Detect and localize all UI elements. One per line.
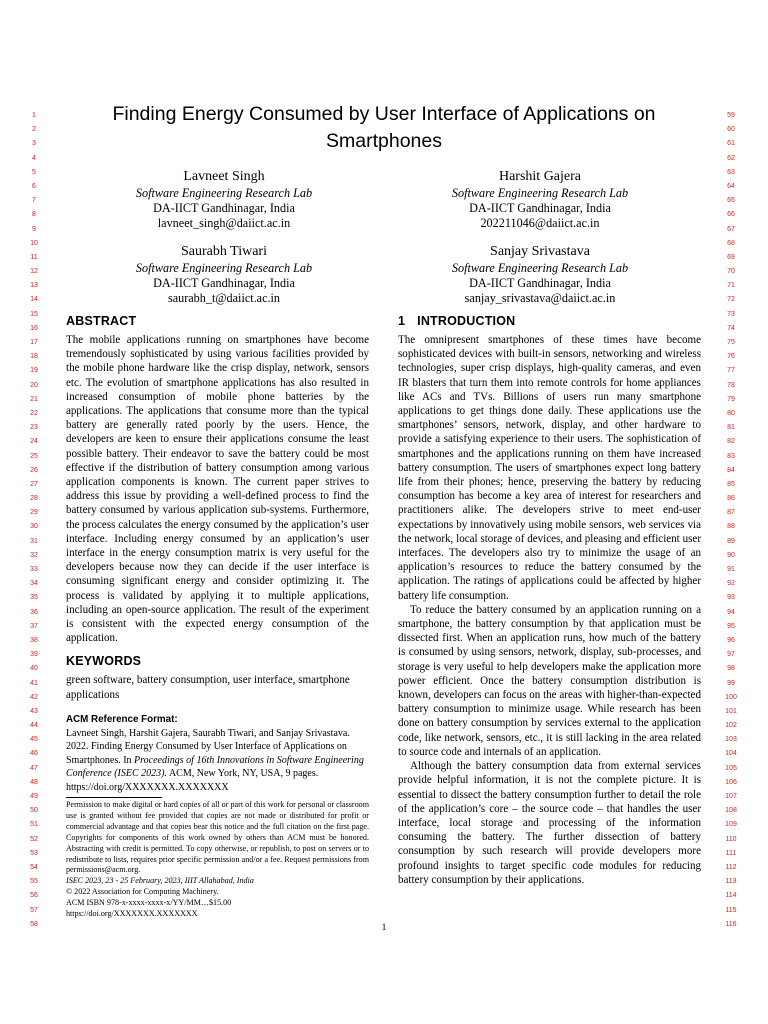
copyright-notice: © 2022 Association for Computing Machinery. [66, 887, 219, 897]
line-number: 5 [32, 168, 36, 176]
line-number: 16 [30, 324, 38, 332]
line-number: 73 [727, 310, 735, 318]
author-block-3 [74, 242, 374, 306]
page-number: 1 [381, 923, 387, 933]
author-email: sanjay_srivastava@daiict.ac.in [464, 291, 616, 305]
line-number: 92 [727, 580, 735, 588]
line-number: 42 [30, 693, 38, 701]
line-number: 35 [30, 594, 38, 602]
line-number: 84 [727, 466, 735, 474]
author-affiliation: Software Engineering Research Lab [451, 186, 629, 200]
line-number: 34 [30, 580, 38, 588]
line-number: 2 [32, 126, 36, 134]
line-number: 58 [30, 920, 38, 928]
line-number: 113 [725, 878, 737, 886]
line-number: 38 [30, 636, 38, 644]
line-number: 70 [727, 268, 735, 276]
line-number: 77 [727, 367, 735, 375]
line-number: 93 [727, 594, 735, 602]
section-number: 1 [398, 314, 406, 328]
line-number: 17 [30, 339, 38, 346]
line-number: 56 [30, 892, 38, 900]
line-number: 55 [30, 878, 38, 886]
line-number: 23 [30, 424, 38, 432]
line-numbers-right [719, 109, 743, 932]
acm-reference-venue: Proceedings of 16th Innovations in Software Engineering Conference (ISEC 2023). [66, 754, 364, 780]
line-number: 28 [30, 495, 38, 503]
line-number: 111 [725, 849, 737, 857]
line-number: 15 [30, 310, 38, 318]
line-number: 88 [727, 523, 735, 531]
line-number: 48 [30, 778, 38, 786]
keywords-heading: KEYWORDS [66, 654, 142, 669]
line-number: 80 [727, 409, 735, 417]
line-number: 100 [725, 693, 737, 701]
author-affiliation: Software Engineering Research Lab [451, 261, 629, 275]
line-number: 46 [30, 750, 38, 758]
line-number: 41 [30, 679, 38, 687]
author-email: lavneet_singh@daiict.ac.in [157, 216, 291, 230]
paper-title: Finding Energy Consumed by User Interface of Applications on Smartphones [112, 103, 656, 152]
line-number: 75 [727, 339, 735, 346]
acm-reference [66, 727, 369, 794]
line-number: 1 [32, 112, 36, 119]
line-number: 40 [30, 665, 38, 673]
line-number: 51 [30, 821, 38, 829]
line-number: 52 [30, 835, 38, 843]
line-number: 67 [727, 225, 735, 233]
line-number: 109 [725, 821, 737, 829]
line-number: 72 [727, 296, 735, 304]
line-number: 116 [725, 920, 737, 928]
line-number: 25 [30, 452, 38, 460]
line-number: 27 [30, 480, 38, 488]
line-number: 37 [30, 622, 38, 630]
line-number: 57 [30, 906, 38, 914]
line-number: 7 [32, 197, 36, 205]
line-number: 8 [32, 211, 36, 219]
line-number: 85 [727, 480, 735, 488]
line-number: 78 [727, 381, 735, 389]
line-number: 66 [727, 211, 735, 219]
line-number: 50 [30, 807, 38, 815]
line-number: 53 [30, 849, 38, 857]
author-location: DA-IICT Gandhinagar, India [469, 201, 611, 215]
isbn: ACM ISBN 978-x-xxxx-xxxx-x/YY/MM…$15.00 [66, 898, 232, 908]
author-email: 202211046@daiict.ac.in [480, 216, 600, 230]
line-number: 74 [727, 324, 735, 332]
line-number: 19 [30, 367, 38, 375]
line-number: 9 [32, 225, 36, 233]
line-number: 81 [727, 424, 735, 432]
line-number: 104 [725, 750, 737, 758]
acm-reference-heading: ACM Reference Format: [66, 713, 178, 725]
line-number: 98 [727, 665, 735, 673]
line-number: 39 [30, 651, 38, 659]
intro-paragraph-1: The omnipresent smartphones of these times have become sophisticated devices with built-in sensors, networking and wireless technologies, super crisp displays, high-quality cameras, and even IR blasters that turn them into remote controls for home appliances like ACs and TVs. Billions of users run many smartphone applications to get things done daily. These applications use the smartphones’ sensors, network, display, and other hardware to provide a satisfying experience to their users. The sophistication of smartphones and the applications running on them have increased battery consumption. The users of smartphones expect long battery life from their phones; hence, preserving the battery by reducing consumption has become a key area of interest for researchers and practitioners alike. The developers strive to meet end-user expectations by innovatively using mobile sensors, web services via the network, local storage of devices, and pleasing and efficient user interfaces. The developers also try to minimize the usage of an application’s resources to reduce the battery consumed by the application. The ratings of applications could be affected by higher battery life consumption. [398, 334, 701, 602]
conference-info: ISEC 2023, 23 - 25 February, 2023, IIIT Allahabad, India [66, 876, 254, 886]
author-location: DA-IICT Gandhinagar, India [153, 276, 295, 290]
line-number: 69 [727, 253, 735, 261]
line-number: 26 [30, 466, 38, 474]
line-number: 68 [727, 239, 735, 247]
right-column [398, 314, 701, 887]
line-number: 65 [727, 197, 735, 205]
line-number: 24 [30, 438, 38, 446]
line-number: 31 [30, 537, 38, 545]
line-number: 11 [30, 253, 38, 261]
author-affiliation: Software Engineering Research Lab [135, 186, 313, 200]
line-number: 14 [30, 296, 38, 304]
line-number: 112 [725, 863, 737, 871]
line-number: 22 [30, 409, 38, 417]
line-number: 101 [725, 707, 737, 715]
line-number: 91 [727, 566, 735, 573]
author-name: Saurabh Tiwari [181, 244, 267, 259]
line-number: 94 [727, 608, 735, 616]
acm-reference-doi: ACM, New York, NY, USA, 9 pages. https://doi.org/XXXXXXX.XXXXXXX [66, 768, 319, 793]
line-number: 63 [727, 168, 735, 176]
line-number: 18 [30, 353, 38, 361]
line-number: 30 [30, 523, 38, 531]
author-email: saurabh_t@daiict.ac.in [167, 291, 281, 305]
line-number: 97 [727, 651, 735, 659]
line-number: 49 [30, 793, 38, 800]
line-number: 82 [727, 438, 735, 446]
line-number: 110 [725, 835, 737, 843]
intro-paragraph-2: To reduce the battery consumed by an application running on a smartphone, the battery consumption by that application must be dissected first. When an application runs, how much of the battery is consumed by using sensors, network, display, sub-processes, and storage is very useful to help developers make the application more power efficient. Once the battery consumption distribution is known, developers can focus on the areas with higher-than-expected battery consumption to minimize usage. While research has been done on battery consumption by services external to the application code, like network, sensors, etc., it is still lacking in the area related to source code and internals of an application. [398, 603, 701, 758]
line-number: 29 [30, 509, 38, 517]
abstract-heading: ABSTRACT [66, 314, 137, 328]
line-number: 108 [725, 807, 737, 815]
author-name: Sanjay Srivastava [490, 244, 590, 259]
line-number: 115 [725, 906, 737, 914]
permission-notice: Permission to make digital or hard copies of all or part of this work for personal or classroom use is granted without fee provided that copies are not made or distributed for profit or commercial advantage and that copies bear this notice and the full citation on the first page. Copyrights for components of this work owned by others than ACM must be honored. Abstracting with credit is permitted. To copy otherwise, or republish, to post on servers or to redistribute to lists, requires prior specific permission and/or a fee. Request permissions from permissions@acm.org. [66, 800, 369, 875]
line-number: 95 [727, 622, 735, 630]
author-name: Harshit Gajera [498, 169, 582, 184]
line-number: 59 [727, 112, 735, 119]
abstract-text: The mobile applications running on smartphones have become tremendously sophisticated by using various facilities provided by the mobile phone hardware like the crisp display, network, sensors etc. The evolution of smartphone applications has also resulted in increased consumption of mobile phone batteries by the applications. The applications that consume more than the typical battery are generally rated poorly by the users. Hence, the developers are keen to ensure their applications consume the least possible battery. Their endeavor to save the battery could be most effective if the distribution of battery consumption among various application components is known. The current paper strives to address this issue by providing a well-defined process to find the battery consumed by various application sub-systems. Furthermore, the process calculates the energy consumed by the application’s user interface. Including energy consumed by an application’s user interface in the energy consumption matrix is very useful for the developers because now they can decide if the user interface is consuming significant energy and consider optimizing it. The process is validated by applying it to multiple applications, including an open-source application. The result of the experiment is consistent with the expected energy consumption of the application. [66, 334, 369, 645]
author-affiliation: Software Engineering Research Lab [135, 261, 313, 275]
intro-paragraph-3: Although the battery consumption data from external services provide helpful information, it is not the complete picture. It is essential to dissect the battery consumption further to detail the role of the application’s core – the source code – that handles the user interface, local storage and processing of the information consuming the battery. The further dissection of battery consumption by such research will provide developers more profound insights to target specific code modules for reducing battery consumption by their applications. [398, 760, 701, 886]
line-number: 87 [727, 509, 735, 517]
acm-reference-authors: Lavneet Singh, Harshit Gajera, Saurabh Tiwari, and Sanjay Srivastava. 2022. Finding Energy Consumed by User Interface of Applications on Smartphones. In [66, 727, 350, 766]
line-number: 43 [30, 707, 38, 715]
author-block-2 [390, 167, 690, 231]
line-number: 105 [725, 764, 737, 772]
section-title: INTRODUCTION [417, 314, 516, 328]
line-number: 107 [725, 793, 737, 800]
line-number: 20 [30, 381, 38, 389]
line-number: 102 [725, 722, 737, 730]
line-number: 86 [727, 495, 735, 503]
line-number: 3 [32, 140, 36, 148]
author-block-1 [74, 167, 374, 231]
line-number: 64 [727, 182, 735, 190]
line-number: 76 [727, 353, 735, 361]
line-number: 106 [725, 778, 737, 786]
line-number: 33 [30, 566, 38, 573]
line-number: 90 [727, 551, 735, 559]
footnote [66, 800, 369, 920]
line-number: 71 [727, 282, 735, 290]
footnote-rule [66, 797, 162, 798]
author-location: DA-IICT Gandhinagar, India [469, 276, 611, 290]
line-number: 13 [30, 282, 38, 290]
line-numbers-left [22, 109, 46, 932]
line-number: 47 [30, 764, 38, 772]
line-number: 79 [727, 395, 735, 403]
line-number: 62 [727, 154, 735, 162]
line-number: 36 [30, 608, 38, 616]
line-number: 21 [30, 395, 38, 403]
line-number: 114 [725, 892, 737, 900]
line-number: 103 [725, 736, 737, 744]
line-number: 61 [727, 140, 735, 148]
author-name: Lavneet Singh [183, 169, 265, 184]
line-number: 83 [727, 452, 735, 460]
introduction-heading [398, 314, 701, 328]
line-number: 99 [727, 679, 735, 687]
line-number: 44 [30, 722, 38, 730]
line-number: 60 [727, 126, 735, 134]
line-number: 32 [30, 551, 38, 559]
keywords-text: green software, battery consumption, user interface, smartphone applications [66, 674, 350, 701]
line-number: 10 [30, 239, 38, 247]
line-number: 96 [727, 636, 735, 644]
line-number: 54 [30, 863, 38, 871]
line-number: 6 [32, 182, 36, 190]
line-number: 4 [32, 154, 36, 162]
author-block-4 [390, 242, 690, 306]
doi: https://doi.org/XXXXXXX.XXXXXXX [66, 909, 198, 919]
line-number: 89 [727, 537, 735, 545]
left-column [66, 314, 369, 794]
line-number: 12 [30, 268, 38, 276]
author-location: DA-IICT Gandhinagar, India [153, 201, 295, 215]
line-number: 45 [30, 736, 38, 744]
